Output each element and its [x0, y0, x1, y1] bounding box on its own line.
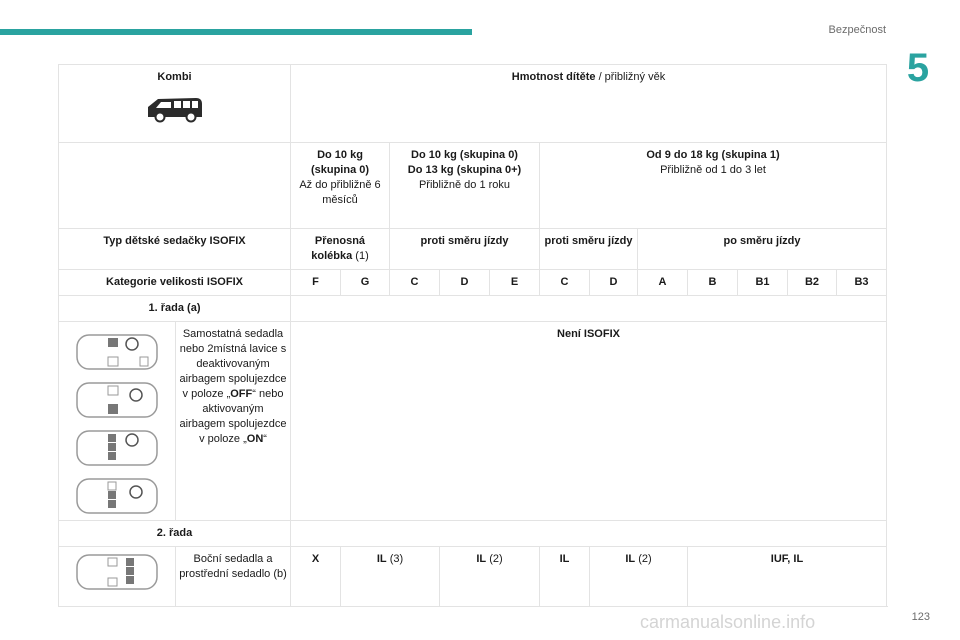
car-seat-layout-icon — [74, 552, 160, 592]
row-2-value: IL — [540, 547, 590, 607]
row-2-value: IL (2) — [440, 547, 540, 607]
row-2-seat-diagram — [59, 547, 176, 607]
row-2-description: Boční sedadla a prostřední sedadlo (b) — [176, 547, 291, 607]
row-1-description: Samostatná sedadla nebo 2místná lavice s deaktivovaným airbagem spolujezdce v poloze „OFF“ nebo aktivovaným airbagem spolujezdce v poloze „ON“ — [176, 322, 291, 521]
group-0plus-age: Přibližně do 1 roku — [418, 179, 511, 191]
group-0-cell — [291, 143, 390, 229]
size-class-cell: D — [590, 270, 638, 296]
empty-cell — [291, 521, 887, 547]
section-title: Bezpečnost — [828, 24, 886, 36]
group-0plus-weight: Do 13 kg (skupina 0+) — [407, 164, 522, 176]
weight-title: Hmotnost dítěte — [511, 71, 596, 83]
weight-header-cell — [291, 65, 887, 143]
chapter-color-bar — [0, 29, 472, 35]
car-seat-layout-icon — [74, 428, 160, 468]
row-2-label: 2. řada — [59, 521, 291, 547]
vehicle-cell — [59, 65, 291, 143]
group-1-cell — [540, 143, 887, 229]
car-seat-layout-icon — [74, 380, 160, 420]
group-0-weight-b: Do 10 kg (skupina 0) — [411, 149, 518, 161]
size-class-cell: B — [688, 270, 738, 296]
isofix-table — [58, 64, 887, 607]
rear-facing-cell-b: proti směru jízdy — [540, 229, 638, 270]
size-class-cell: A — [638, 270, 688, 296]
chapter-number: 5 — [906, 46, 930, 90]
row-2-value: IL (3) — [341, 547, 440, 607]
forward-facing-cell: po směru jízdy — [638, 229, 887, 270]
row-1-label: 1. řada (a) — [59, 296, 291, 322]
size-class-cell: F — [291, 270, 341, 296]
size-class-cell: B3 — [837, 270, 887, 296]
row-1-seat-diagrams — [59, 322, 176, 521]
rear-facing-cell: proti směru jízdy — [390, 229, 540, 270]
page-number: 123 — [911, 611, 930, 623]
group-1-age: Přibližně od 1 do 3 let — [660, 164, 766, 176]
empty-cell — [59, 143, 291, 229]
car-seat-layout-icon — [74, 332, 160, 372]
carrycot-cell: Přenosná kolébka (1) — [291, 229, 390, 270]
size-class-cell: B1 — [738, 270, 788, 296]
group-1-weight: Od 9 do 18 kg (skupina 1) — [646, 149, 780, 161]
watermark: carmanualsonline.info — [640, 612, 816, 632]
size-class-cell: C — [390, 270, 440, 296]
row-2-value: IUF, IL — [688, 547, 887, 607]
weight-suffix: / přibližný věk — [595, 71, 666, 83]
size-class-cell: G — [341, 270, 390, 296]
size-class-label: Kategorie velikosti ISOFIX — [59, 270, 291, 296]
row-2-value: IL (2) — [590, 547, 688, 607]
vehicle-label: Kombi — [157, 71, 192, 83]
group-0-age: Až do přibližně 6 měsíců — [299, 179, 381, 206]
van-icon — [144, 93, 206, 123]
size-class-cell: B2 — [788, 270, 837, 296]
size-class-cell: C — [540, 270, 590, 296]
row-1-value: Není ISOFIX — [291, 322, 887, 521]
row-2-value: X — [291, 547, 341, 607]
size-class-cell: D — [440, 270, 490, 296]
seat-type-label: Typ dětské sedačky ISOFIX — [59, 229, 291, 270]
empty-cell — [291, 296, 887, 322]
group-0plus-cell — [390, 143, 540, 229]
group-0-weight: Do 10 kg (skupina 0) — [310, 149, 370, 176]
car-seat-layout-icon — [74, 476, 160, 516]
size-class-cell: E — [490, 270, 540, 296]
